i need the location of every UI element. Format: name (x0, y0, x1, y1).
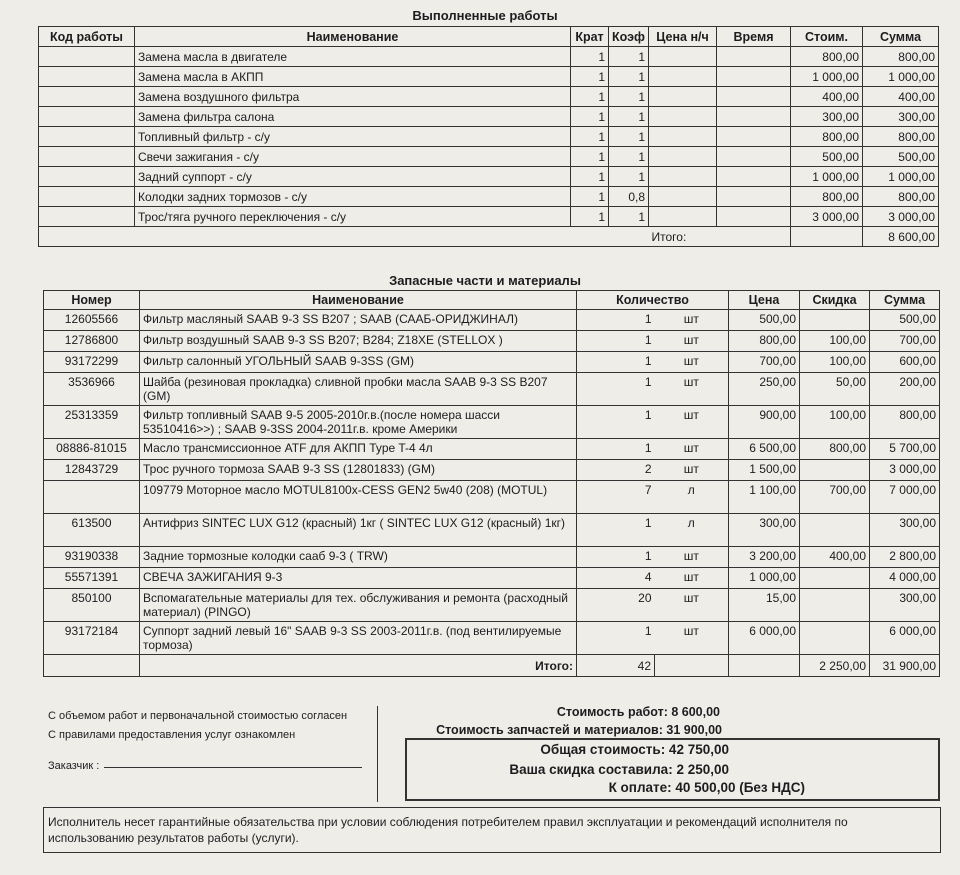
col-header: Время (717, 27, 791, 47)
work-koef-cell: 1 (609, 167, 649, 187)
work-krat-cell: 1 (571, 187, 609, 207)
part-price-cell: 3 200,00 (729, 547, 800, 568)
part-name-cell: Трос ручного тормоза SAAB 9-3 SS (12801833) (GM) (140, 460, 577, 481)
table-row (39, 127, 939, 147)
table-row (44, 331, 940, 352)
table-row (44, 514, 940, 547)
work-code-cell (39, 147, 135, 167)
part-name-cell: Фильтр масляный SAAB 9-3 SS B207 ; SAAB (СААБ-ОРИДЖИНАЛ) (140, 310, 577, 331)
work-code-cell (39, 187, 135, 207)
work-name-cell: Топливный фильтр - с/у (135, 127, 571, 147)
work-koef-cell: 1 (609, 207, 649, 227)
part-unit-cell: шт (655, 310, 729, 331)
table-row (39, 87, 939, 107)
part-name-cell: Вспомагательные материалы для тех. обслуживания и ремонта (расходный материал) (PINGO) (140, 589, 577, 622)
part-price-cell: 6 500,00 (729, 439, 800, 460)
work-time-cell (717, 167, 791, 187)
part-unit-cell: л (655, 481, 729, 514)
discount-line: Ваша скидка составила: 2 250,00 (509, 762, 729, 777)
work-krat-cell: 1 (571, 207, 609, 227)
works-header-row (39, 27, 939, 47)
part-number-cell (44, 481, 140, 514)
work-time-cell (717, 127, 791, 147)
part-number-cell: 12843729 (44, 460, 140, 481)
part-sum-cell: 700,00 (870, 331, 940, 352)
part-unit-cell: шт (655, 547, 729, 568)
parts-total-label: Итого: (140, 655, 577, 677)
parts-cost-line: Стоимость запчастей и материалов: 31 900,00 (436, 723, 722, 737)
col-header: Наименование (140, 291, 577, 310)
part-discount-cell: 400,00 (800, 547, 870, 568)
work-name-cell: Замена масла в двигателе (135, 47, 571, 67)
part-qty-cell: 1 (577, 352, 655, 373)
table-row (44, 439, 940, 460)
col-header: Количество (577, 291, 729, 310)
part-number-cell: 613500 (44, 514, 140, 547)
part-sum-cell: 200,00 (870, 373, 940, 406)
part-name-cell: Шайба (резиновая прокладка) сливной пробки масла SAAB 9-3 SS B207 (GM) (140, 373, 577, 406)
part-number-cell: 12786800 (44, 331, 140, 352)
parts-table (43, 290, 940, 677)
work-sum-cell: 800,00 (863, 127, 939, 147)
part-discount-cell (800, 460, 870, 481)
work-cost-cell: 400,00 (791, 87, 863, 107)
work-sum-cell: 400,00 (863, 87, 939, 107)
col-header: Коэф (609, 27, 649, 47)
work-krat-cell: 1 (571, 47, 609, 67)
work-code-cell (39, 167, 135, 187)
part-unit-cell: шт (655, 352, 729, 373)
table-row (44, 373, 940, 406)
col-header: Скидка (800, 291, 870, 310)
work-rate-cell (649, 67, 717, 87)
work-cost-cell: 800,00 (791, 187, 863, 207)
col-header: Крат (571, 27, 609, 47)
part-discount-cell (800, 622, 870, 655)
work-rate-cell (649, 47, 717, 67)
col-header: Код работы (39, 27, 135, 47)
col-header: Цена н/ч (649, 27, 717, 47)
works-cost-line: Стоимость работ: 8 600,00 (556, 705, 720, 719)
part-price-cell: 500,00 (729, 310, 800, 331)
part-number-cell: 08886-81015 (44, 439, 140, 460)
work-sum-cell: 500,00 (863, 147, 939, 167)
work-sum-cell: 1 000,00 (863, 67, 939, 87)
part-number-cell: 25313359 (44, 406, 140, 439)
part-name-cell: Задние тормозные колодки сааб 9-3 ( TRW) (140, 547, 577, 568)
signature-line (104, 767, 362, 768)
part-discount-cell: 100,00 (800, 352, 870, 373)
part-sum-cell: 6 000,00 (870, 622, 940, 655)
part-qty-cell: 1 (577, 622, 655, 655)
work-rate-cell (649, 187, 717, 207)
part-unit-cell: шт (655, 589, 729, 622)
to-pay-line: К оплате: 40 500,00 (Без НДС) (608, 780, 805, 795)
part-sum-cell: 800,00 (870, 406, 940, 439)
work-koef-cell: 1 (609, 47, 649, 67)
part-price-cell: 900,00 (729, 406, 800, 439)
parts-total-qty: 42 (577, 655, 655, 677)
work-name-cell: Задний суппорт - с/у (135, 167, 571, 187)
work-name-cell: Свечи зажигания - с/у (135, 147, 571, 167)
part-price-cell: 700,00 (729, 352, 800, 373)
col-header: Номер (44, 291, 140, 310)
parts-total-sum: 31 900,00 (870, 655, 940, 677)
part-name-cell: Фильтр топливный SAAB 9-5 2005-2010г.в.(после номера шасси 53510416>>) ; SAAB 9-3SS 2004-2011г.в. кроме Америки (140, 406, 577, 439)
table-row (44, 460, 940, 481)
work-code-cell (39, 67, 135, 87)
part-sum-cell: 4 000,00 (870, 568, 940, 589)
parts-total-row (44, 655, 940, 677)
work-time-cell (717, 147, 791, 167)
work-sum-cell: 800,00 (863, 47, 939, 67)
work-koef-cell: 1 (609, 127, 649, 147)
part-price-cell: 1 500,00 (729, 460, 800, 481)
part-qty-cell: 1 (577, 547, 655, 568)
table-row (39, 147, 939, 167)
part-qty-cell: 1 (577, 331, 655, 352)
part-name-cell: Масло трансмиссионное ATF для АКПП Type T-4 4л (140, 439, 577, 460)
part-number-cell: 93172299 (44, 352, 140, 373)
works-total-row (39, 227, 939, 247)
agree-rules-text: С правилами предоставления услуг ознакомлен (48, 729, 296, 741)
work-code-cell (39, 127, 135, 147)
work-time-cell (717, 187, 791, 207)
part-sum-cell: 7 000,00 (870, 481, 940, 514)
part-name-cell: 109779 Моторное масло MOTUL8100x-CESS GEN2 5w40 (208) (MOTUL) (140, 481, 577, 514)
part-discount-cell: 100,00 (800, 331, 870, 352)
table-row (44, 406, 940, 439)
part-qty-cell: 1 (577, 310, 655, 331)
part-qty-cell: 1 (577, 514, 655, 547)
part-name-cell: Фильтр воздушный SAAB 9-3 SS B207; B284; Z18XE (STELLOX ) (140, 331, 577, 352)
part-name-cell: СВЕЧА ЗАЖИГАНИЯ 9-3 (140, 568, 577, 589)
work-name-cell: Трос/тяга ручного переключения - с/у (135, 207, 571, 227)
work-time-cell (717, 207, 791, 227)
customer-label: Заказчик : (48, 760, 100, 772)
table-row (44, 352, 940, 373)
part-price-cell: 800,00 (729, 331, 800, 352)
part-price-cell: 250,00 (729, 373, 800, 406)
work-krat-cell: 1 (571, 147, 609, 167)
table-row (39, 47, 939, 67)
parts-section-title: Запасные части и материалы (389, 273, 581, 288)
part-discount-cell: 50,00 (800, 373, 870, 406)
part-number-cell: 93172184 (44, 622, 140, 655)
work-code-cell (39, 47, 135, 67)
col-header: Сумма (863, 27, 939, 47)
divider (377, 706, 378, 802)
part-discount-cell: 700,00 (800, 481, 870, 514)
work-krat-cell: 1 (571, 67, 609, 87)
part-price-cell: 15,00 (729, 589, 800, 622)
part-sum-cell: 600,00 (870, 352, 940, 373)
work-cost-cell: 800,00 (791, 127, 863, 147)
part-discount-cell: 100,00 (800, 406, 870, 439)
part-sum-cell: 500,00 (870, 310, 940, 331)
part-unit-cell: шт (655, 406, 729, 439)
part-unit-cell: шт (655, 460, 729, 481)
agree-scope-text: С объемом работ и первоначальной стоимостью согласен (48, 710, 348, 722)
table-row (39, 167, 939, 187)
work-time-cell (717, 107, 791, 127)
part-qty-cell: 1 (577, 373, 655, 406)
part-number-cell: 3536966 (44, 373, 140, 406)
work-krat-cell: 1 (571, 107, 609, 127)
work-rate-cell (649, 107, 717, 127)
works-table (38, 26, 939, 247)
table-row (39, 187, 939, 207)
works-section-title: Выполненные работы (412, 8, 558, 23)
table-row (44, 568, 940, 589)
work-cost-cell: 1 000,00 (791, 167, 863, 187)
part-unit-cell: шт (655, 439, 729, 460)
table-row (44, 589, 940, 622)
part-price-cell: 1 100,00 (729, 481, 800, 514)
col-header: Цена (729, 291, 800, 310)
part-name-cell: Суппорт задний левый 16" SAAB 9-3 SS 2003-2011г.в. (под вентилируемые тормоза) (140, 622, 577, 655)
work-cost-cell: 800,00 (791, 47, 863, 67)
part-price-cell: 6 000,00 (729, 622, 800, 655)
col-header: Стоим. (791, 27, 863, 47)
part-qty-cell: 4 (577, 568, 655, 589)
work-time-cell (717, 87, 791, 107)
work-krat-cell: 1 (571, 87, 609, 107)
table-row (39, 207, 939, 227)
work-koef-cell: 0,8 (609, 187, 649, 207)
part-sum-cell: 300,00 (870, 514, 940, 547)
part-discount-cell (800, 514, 870, 547)
table-row (39, 67, 939, 87)
col-header: Наименование (135, 27, 571, 47)
part-number-cell: 55571391 (44, 568, 140, 589)
part-discount-cell (800, 310, 870, 331)
part-name-cell: Антифриз SINTEC LUX G12 (красный) 1кг ( SINTEC LUX G12 (красный) 1кг) (140, 514, 577, 547)
work-cost-cell: 3 000,00 (791, 207, 863, 227)
part-sum-cell: 3 000,00 (870, 460, 940, 481)
work-koef-cell: 1 (609, 67, 649, 87)
part-number-cell: 850100 (44, 589, 140, 622)
work-name-cell: Замена масла в АКПП (135, 67, 571, 87)
part-qty-cell: 7 (577, 481, 655, 514)
work-cost-cell: 500,00 (791, 147, 863, 167)
work-sum-cell: 800,00 (863, 187, 939, 207)
works-total-value: 8 600,00 (863, 227, 939, 247)
work-sum-cell: 1 000,00 (863, 167, 939, 187)
work-rate-cell (649, 87, 717, 107)
work-sum-cell: 3 000,00 (863, 207, 939, 227)
work-code-cell (39, 207, 135, 227)
part-discount-cell (800, 589, 870, 622)
part-sum-cell: 2 800,00 (870, 547, 940, 568)
table-row (44, 310, 940, 331)
work-krat-cell: 1 (571, 127, 609, 147)
warranty-note: Исполнитель несет гарантийные обязательства при условии соблюдения потребителем правил эксплуатации и рекомендаций исполнителя по использованию результатов работы (услуги). (43, 807, 941, 853)
part-unit-cell: шт (655, 331, 729, 352)
part-qty-cell: 20 (577, 589, 655, 622)
work-cost-cell: 300,00 (791, 107, 863, 127)
work-name-cell: Замена воздушного фильтра (135, 87, 571, 107)
work-rate-cell (649, 207, 717, 227)
table-row (44, 481, 940, 514)
work-koef-cell: 1 (609, 107, 649, 127)
part-sum-cell: 5 700,00 (870, 439, 940, 460)
table-row (44, 547, 940, 568)
work-time-cell (717, 67, 791, 87)
part-price-cell: 1 000,00 (729, 568, 800, 589)
work-rate-cell (649, 147, 717, 167)
work-name-cell: Колодки задних тормозов - с/у (135, 187, 571, 207)
work-sum-cell: 300,00 (863, 107, 939, 127)
part-sum-cell: 300,00 (870, 589, 940, 622)
part-discount-cell (800, 568, 870, 589)
table-row (39, 107, 939, 127)
part-unit-cell: л (655, 514, 729, 547)
work-koef-cell: 1 (609, 147, 649, 167)
work-koef-cell: 1 (609, 87, 649, 107)
work-rate-cell (649, 167, 717, 187)
parts-total-discount: 2 250,00 (800, 655, 870, 677)
part-unit-cell: шт (655, 568, 729, 589)
part-qty-cell: 1 (577, 406, 655, 439)
part-number-cell: 12605566 (44, 310, 140, 331)
work-krat-cell: 1 (571, 167, 609, 187)
part-discount-cell: 800,00 (800, 439, 870, 460)
work-name-cell: Замена фильтра салона (135, 107, 571, 127)
part-unit-cell: шт (655, 373, 729, 406)
part-qty-cell: 2 (577, 460, 655, 481)
part-name-cell: Фильтр салонный УГОЛЬНЫЙ SAAB 9-3SS (GM) (140, 352, 577, 373)
work-time-cell (717, 47, 791, 67)
work-code-cell (39, 87, 135, 107)
part-qty-cell: 1 (577, 439, 655, 460)
work-rate-cell (649, 127, 717, 147)
works-total-label: Итого: (649, 227, 791, 247)
table-row (44, 622, 940, 655)
parts-header-row (44, 291, 940, 310)
part-number-cell: 93190338 (44, 547, 140, 568)
work-code-cell (39, 107, 135, 127)
col-header: Сумма (870, 291, 940, 310)
work-cost-cell: 1 000,00 (791, 67, 863, 87)
part-price-cell: 300,00 (729, 514, 800, 547)
total-cost-line: Общая стоимость: 42 750,00 (540, 742, 729, 757)
part-unit-cell: шт (655, 622, 729, 655)
